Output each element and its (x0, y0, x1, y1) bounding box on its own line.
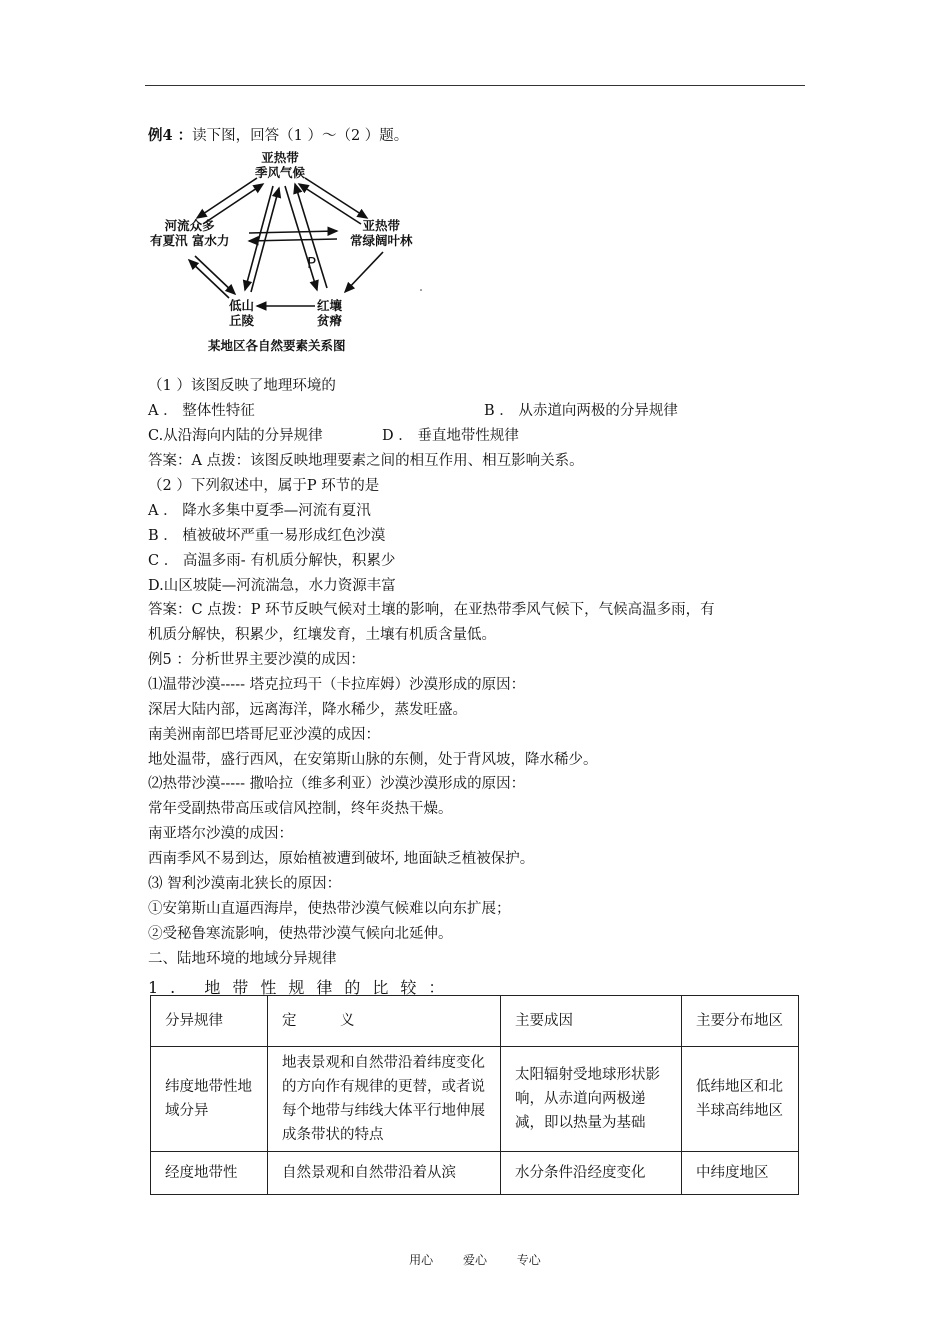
example5-line: ①安第斯山直逼西海岸，使热带沙漠气候难以向东扩展； (148, 901, 511, 917)
header-rule (145, 85, 805, 86)
question-1: （1 ）该图反映了地理环境的 (148, 378, 336, 394)
answer-2-line2: 机质分解快，积累少，红壤发育，土壤有机质含量低。 (148, 627, 496, 643)
example5-heading: 例5 ：分析世界主要沙漠的成因： (148, 652, 365, 668)
table-cell: 太阳辐射受地球形状影响，从赤道向两极递减，即以热量为基础 (501, 1047, 682, 1152)
q1-option-c: C.从沿海向内陆的分异规律 (148, 428, 323, 444)
example5-line: ⑵热带沙漠----- 撒哈拉（维多利亚）沙漠沙漠形成的原因： (148, 776, 526, 792)
node-red-soil (317, 298, 342, 328)
example5-line: 南美洲南部巴塔哥尼亚沙漠的成因： (148, 727, 380, 743)
table-header-cell: 分异规律 (151, 996, 268, 1047)
answer-1: 答案：A 点拨：该图反映地理要素之间的相互作用、相互影响关系。 (148, 453, 584, 469)
node-right-line1: 亚热带 (362, 218, 401, 233)
node-hills (229, 298, 254, 328)
node-top-line2: 季风气候 (255, 165, 306, 180)
table-header-cell: 主要分布地区 (682, 996, 799, 1047)
node-left-line2: 有夏汛 富水力 (150, 233, 230, 248)
node-left-line1: 河流众多 (164, 218, 215, 233)
q2-option-d: D.山区坡陡—河流湍急，水力资源丰富 (148, 578, 396, 594)
example5-line: 西南季风不易到达，原始植被遭到破坏, 地面缺乏植被保护。 (148, 851, 535, 867)
q2-option-a: A ． 降水多集中夏季—河流有夏汛 (148, 503, 371, 519)
table-cell: 低纬地区和北半球高纬地区 (682, 1047, 799, 1152)
node-bl-line2: 丘陵 (229, 313, 255, 328)
diagram-caption: 某地区各自然要素关系图 (208, 338, 346, 353)
example4-instruction: 读下图，回答（1 ）～（2 ）题。 (192, 128, 409, 144)
example5-line: 深居大陆内部，远离海洋，降水稀少，蒸发旺盛。 (148, 702, 467, 718)
example5-line: 南亚塔尔沙漠的成因： (148, 826, 293, 842)
node-br-line1: 红壤 (317, 298, 343, 313)
table-cell: 纬度地带性地域分异 (151, 1047, 268, 1152)
node-forest (350, 218, 413, 248)
node-right-line2: 常绿阔叶林 (350, 233, 413, 248)
table-header-cell: 主要成因 (501, 996, 682, 1047)
table-cell: 水分条件沿经度变化 (501, 1152, 682, 1195)
example4-label: 例4 ： (148, 127, 193, 144)
node-br-line2: 贫瘠 (317, 313, 343, 328)
relationship-diagram (145, 148, 430, 358)
q1-option-a: A ． 整体性特征 (148, 403, 255, 419)
q1-option-b: B ． 从赤道向两极的分异规律 (484, 403, 678, 419)
q2-option-b: B ． 植被破坏严重一易形成红色沙漠 (148, 528, 386, 544)
zonality-comparison-table (150, 995, 799, 1195)
p-label: P (307, 254, 317, 272)
node-bl-line1: 低山 (229, 298, 255, 313)
table-cell: 经度地带性 (151, 1152, 268, 1195)
example5-line: 地处温带，盛行西风，在安第斯山脉的东侧，处于背风坡，降水稀少。 (148, 752, 598, 768)
question-2: （2 ）下列叙述中，属于P 环节的是 (148, 478, 380, 494)
example5-line: ⑴温带沙漠----- 塔克拉玛干（卡拉库姆）沙漠形成的原因： (148, 677, 526, 693)
node-top-line1: 亚热带 (261, 150, 299, 165)
answer-2-line1: 答案：C 点拨：P 环节反映气候对土壤的影响，在亚热带季风气候下，气候高温多雨，有 (148, 602, 715, 618)
q2-option-c: C ． 高温多雨- 有机质分解快，积累少 (148, 553, 396, 569)
table-cell: 中纬度地区 (682, 1152, 799, 1195)
node-subtropical-monsoon (255, 150, 305, 180)
example5-line: ②受秘鲁寒流影响，使热带沙漠气候向北延伸。 (148, 926, 453, 942)
example4-heading (148, 126, 408, 146)
table-cell: 自然景观和自然带沿着从滨 (268, 1152, 501, 1195)
table-cell: 地表景观和自然带沿着纬度变化的方向作有规律的更替，或者说每个地带与纬线大体平行地伸展成条带状的特点 (268, 1047, 501, 1152)
table-header-row (151, 996, 799, 1047)
example5-line: ⑶ 智利沙漠南北狭长的原因： (148, 876, 342, 892)
page-footer: 用心 爱心 专心 (409, 1253, 541, 1267)
example5-line: 常年受副热带高压或信风控制，终年炎热干燥。 (148, 801, 453, 817)
table-row (151, 1152, 799, 1195)
table-header-cell: 定 义 (268, 996, 501, 1047)
section2-heading: 二、陆地环境的地域分异规律 (148, 951, 337, 967)
section2-subheading: 1. 地带性规律的比较： (148, 978, 457, 997)
table-row (151, 1047, 799, 1152)
q1-option-d: D ． 垂直地带性规律 (382, 428, 519, 444)
node-rivers (150, 218, 229, 248)
